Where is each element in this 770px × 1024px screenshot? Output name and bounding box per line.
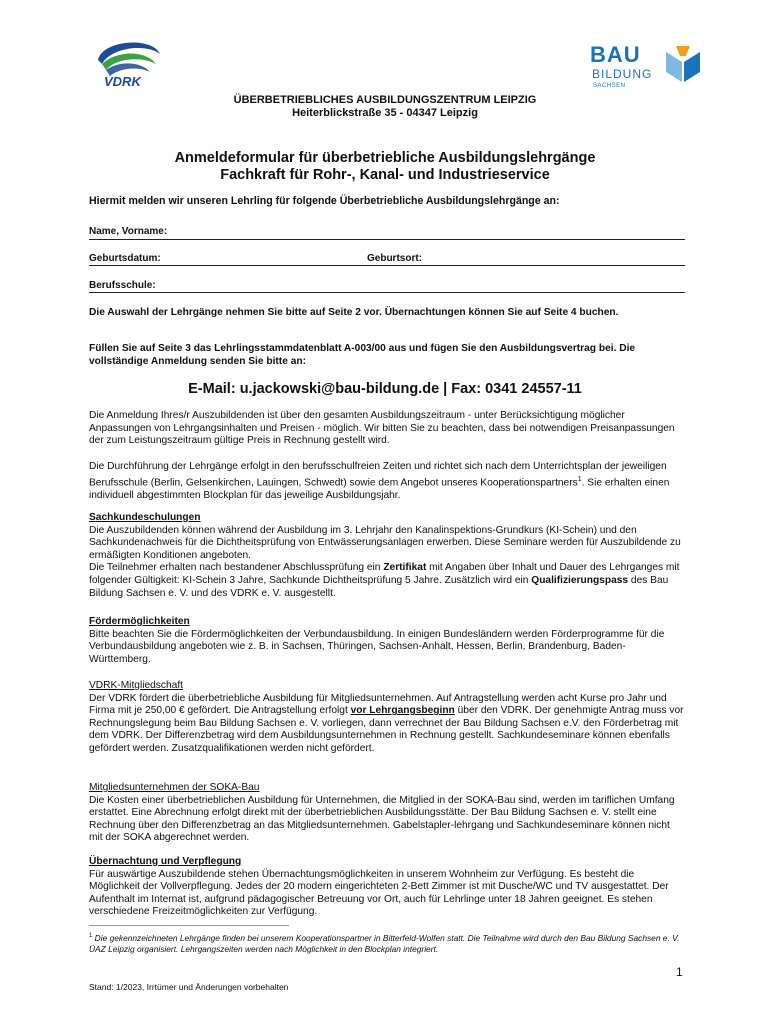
birthdate-label: Geburtsdatum: bbox=[89, 253, 161, 264]
birthplace-label: Geburtsort: bbox=[367, 253, 422, 264]
uebernachtung-section bbox=[89, 856, 684, 919]
bildung-logo-text: BILDUNG bbox=[592, 67, 653, 81]
schedule-paragraph bbox=[89, 461, 684, 502]
sachkunde-text2 bbox=[89, 562, 684, 600]
schedule-tail: . Sie erhalten einen individuell abgestimmten Blockplan für das jeweilige Ausbildungsjahr. bbox=[89, 476, 670, 501]
vdrk-text-a: Der VDRK fördert die überbetriebliche Ausbildung für Mitgliedsunternehmen. Auf Antragstellung werden acht Kurse pro Jahr und Firma mit je 250,00 € gefördert. Die Antragstellung erfolgt bbox=[89, 692, 667, 717]
birth-field-line[interactable] bbox=[89, 265, 685, 266]
vdrk-heading: VDRK-Mitgliedschaft bbox=[89, 680, 183, 691]
registration-paragraph: Die Anmeldung Ihres/r Auszubildenden ist über den gesamten Ausbildungszeitraum - unter Berücksichtigung möglicher Anpassungen von Lehrgangsinhalten und Preisen - möglich. Wir bitten Sie zu beachten, dass bei notwendigen Preisanpassungen der zum Leistungszeitraum gültige Preis in Rechnung gestellt wird. bbox=[89, 410, 675, 447]
vdrk-text bbox=[89, 693, 684, 756]
bau-bildung-logo bbox=[590, 40, 720, 95]
vdrk-text-c: über den VDRK. Der genehmigte Antrag muss vor Rechnungslegung beim Bau Bildung Sachsen e. V. vorliegen, dann verrechnet der Bau Bildung Sachsen e.V. den Förderbetrag mit dem VDRK. Der Differenzbetrag wird dem Ausbildungsunternehmen in Rechnung gestellt. Sachkundeseminare können ebenfalls gefördert werden. Zusatzqualifikationen werden nicht gefördert. bbox=[89, 705, 684, 754]
vdrk-logo-text: VDRK bbox=[104, 74, 141, 89]
uebernachtung-text: Für auswärtige Auszubildende stehen Übernachtungsmöglichkeiten in unserem Wohnheim zur Verfügung. Es besteht die Möglichkeit der Vollverpflegung. Jedes der 20 modern eingerichteten 2-Bett Zimmer ist mit Dusche/WC und TV ausgestattet. Der Aufenthalt im Internat ist, aufgrund pädagogischer Betreuung vor Ort, auch für Lehrlinge unter 18 Jahren geeignet. Es stehen verschiedene Freizeitmöglichkeiten zur Verfügung. bbox=[89, 868, 669, 918]
note-pages: Die Auswahl der Lehrgänge nehmen Sie bitte auf Seite 2 vor. Übernachtungen können Sie auf Seite 4 buchen. bbox=[89, 307, 619, 318]
uebernachtung-heading: Übernachtung und Verpflegung bbox=[89, 856, 242, 867]
sachkunde-text2e: des Bau Bildung Sachsen e. V. und des VDRK e. V. ausgestellt. bbox=[89, 574, 669, 599]
footnote-ref: 1 bbox=[577, 475, 582, 483]
page-number: 1 bbox=[676, 965, 683, 979]
soka-section bbox=[89, 782, 684, 845]
form-title-line1: Anmeldeformular für überbetriebliche Ausbildungslehrgänge bbox=[174, 150, 596, 166]
soka-text: Die Kosten einer überbetrieblichen Ausbildung für Unternehmen, die Mitglied in der SOKA-Bau sind, werden im tariflichen Umfang erstattet. Eine Abrechnung erfolgt direkt mit der überbetrieblichen Ausbildungsstätte. Der Bau Bildung Sachsen e. V. stellt eine Rechnung über den Differenzbetrag an das Mitgliedsunternehmen. Gabelstapler-lehrgang und Sachkundeseminare können nicht mit der SOKA abgerechnet werden. bbox=[89, 794, 675, 844]
stand-note: Stand: 1/2023, Irrtümer und Änderungen vorbehalten bbox=[89, 982, 289, 992]
footnote-rule bbox=[89, 925, 289, 926]
sachkunde-text2a: Die Teilnehmer erhalten nach bestandener Abschlussprüfung ein bbox=[89, 562, 384, 574]
sachkunde-heading: Sachkundeschulungen bbox=[89, 512, 201, 523]
vdrk-deadline-term: vor Lehrgangsbeginn bbox=[350, 705, 455, 717]
footnote bbox=[89, 931, 689, 956]
sachkunde-text1: Die Auszubildenden können während der Ausbildung im 3. Lehrjahr den Kanalinspektions-Grundkurs (KI-Schein) und den Sachkundenachweis für die Dichtheitsprüfung von Entwässerungsanlagen erwerben. Diese Seminare werden für Auszubildende zu ermäßigten Konditionen angeboten. bbox=[89, 524, 681, 561]
soka-heading: Mitgliedsunternehmen der SOKA-Bau bbox=[89, 782, 260, 793]
sachkunde-text2c: mit Angaben über Inhalt und Dauer des Lehrganges mit folgender Gültigkeit: KI-Schein 3 Jahre, Sachkunde Dichtheitsprüfung 5 Jahre. Zusätzlich wird ein bbox=[89, 562, 680, 586]
schedule-text: Die Durchführung der Lehrgänge erfolgt in den berufsschulfreien Zeiten und richtet sich nach dem Unterrichtsplan der jeweiligen Berufsschule (Berlin, Gelsenkirchen, Lauingen, Schwedt) sowie dem Angebot unseres Kooperationspartners bbox=[89, 461, 667, 488]
vdrk-section bbox=[89, 680, 684, 756]
school-field-line[interactable] bbox=[89, 292, 685, 293]
contact-line[interactable]: E-Mail: u.jackowski@bau-bildung.de | Fax: 0341 24557-11 bbox=[188, 381, 582, 397]
form-title-line2: Fachkraft für Rohr-, Kanal- und Industrieservice bbox=[220, 167, 550, 183]
name-label: Name, Vorname: bbox=[89, 226, 168, 237]
note-documents: Füllen Sie auf Seite 3 das Lehrlingsstammdatenblatt A-003/00 aus und fügen Sie den Ausbildungsvertrag bei. Die vollständige Anmeldung senden Sie bitte an: bbox=[89, 343, 636, 367]
name-field-line[interactable] bbox=[89, 239, 685, 240]
intro-text: Hiermit melden wir unseren Lehrling für folgende Überbetriebliche Ausbildungslehrgänge an: bbox=[89, 195, 560, 207]
sachkunde-section bbox=[89, 512, 684, 600]
foerder-heading: Fördermöglichkeiten bbox=[89, 616, 190, 627]
zertifikat-term: Zertifikat bbox=[383, 562, 427, 574]
school-label: Berufsschule: bbox=[89, 280, 156, 291]
org-name: ÜBERBETRIEBLICHES AUSBILDUNGSZENTRUM LEIPZIG bbox=[233, 94, 537, 106]
bau-logo-text: BAU bbox=[590, 42, 641, 67]
bau-logo-mark-icon bbox=[662, 44, 704, 84]
sachsen-logo-text: SACHSEN bbox=[593, 83, 626, 89]
footnote-mark: 1 bbox=[89, 933, 93, 939]
foerder-text: Bitte beachten Sie die Fördermöglichkeiten der Verbundausbildung. In einigen Bundesländern werden Förderprogramme für die Verbundausbildung angeboten wie z. B. in Sachsen, Thüringen, Sachsen-Anhalt, Hessen, Berlin, Brandenburg, Baden-Württemberg. bbox=[89, 628, 665, 665]
org-address: Heiterblickstraße 35 - 04347 Leipzig bbox=[292, 107, 478, 119]
qualifizierungspass-term: Qualifizierungspass bbox=[531, 574, 629, 586]
foerder-section bbox=[89, 616, 684, 666]
vdrk-logo bbox=[92, 30, 164, 92]
footnote-text: Die gekennzeichneten Lehrgänge finden bei unserem Kooperationspartner in Bitterfeld-Wolfen statt. Die Teilnahme wird durch den Bau Bildung Sachsen e. V. ÜAZ Leipzig organisiert. Lehrgangszeiten werden nach Möglichkeit in den Blockplan integriert. bbox=[89, 932, 680, 955]
